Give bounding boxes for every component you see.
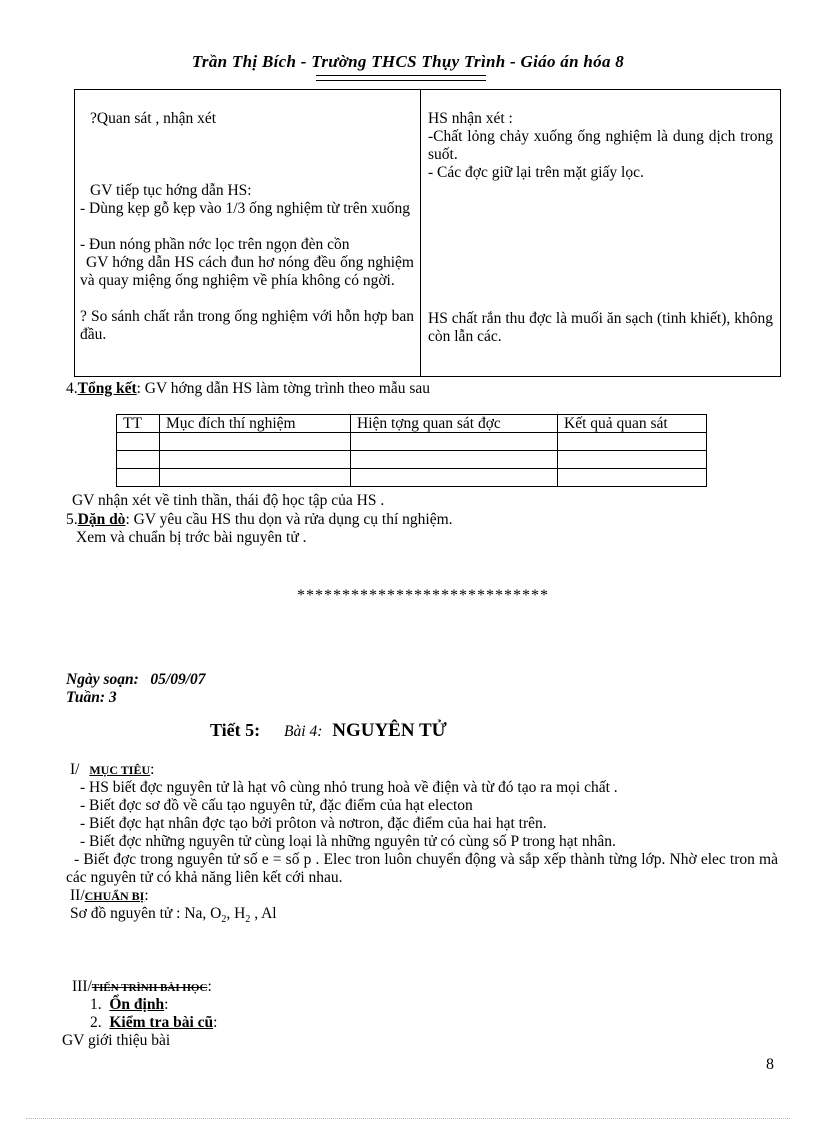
process-item-1-label: Ổn định (109, 996, 165, 1013)
col-phenomenon: Hiện tợng quan sát đợc (351, 415, 558, 433)
section-homework-num: 5. (66, 511, 78, 528)
question-observe: ?Quan sát , nhận xét (90, 110, 217, 127)
week: Tuần: 3 (66, 689, 117, 706)
gv-intro-lesson: GV giới thiệu bài (62, 1032, 171, 1049)
section-homework-label: Dặn dò (77, 511, 126, 528)
prep-heading: II/CHUẨN BỊ: (70, 887, 149, 904)
process-item-2: 2. Kiểm tra bài cũ: (90, 1014, 218, 1031)
col-tt: TT (117, 415, 160, 433)
section-homework (66, 511, 453, 529)
step-clamp: - Dùng kẹp gỗ kẹp vào 1/3 ống nghiệm từ trên xuống (80, 200, 410, 217)
col-result: Kết quả quan sát (558, 415, 707, 433)
section-summary-num: 4. (66, 380, 78, 397)
objectives-title: MỤC TIÊU (89, 763, 151, 777)
section-summary-text: : GV hớng dẫn HS làm tờng trình theo mẫu sau (136, 380, 430, 397)
page-header: Trần Thị Bích - Trường THCS Thụy Trình - Giáo án hóa 8 (191, 52, 625, 71)
process-item-2-label: Kiểm tra bài cũ (109, 1014, 214, 1031)
hs-answer: HS chất rắn thu đợc là muối ăn sạch (tinh khiết), không còn lẫn các. (428, 310, 773, 345)
objectives-prefix: I/ (70, 761, 80, 778)
hs-observe-title: HS nhận xét : (428, 110, 513, 127)
process-title: TIẾN TRÌNH BÀI HỌC (91, 982, 208, 994)
homework-line2: Xem và chuẩn bị trớc bài nguyên tử . (76, 529, 307, 546)
objectives-heading: I/ MỤC TIÊU: (70, 761, 155, 778)
prep-prefix: II/ (70, 887, 85, 904)
objective-5: - Biết đợc trong nguyên tử số e = số p . Elec tron luôn chuyển động và sắp xếp thành từng lớp. Nhờ elec tron mà các nguyên tử có khả năng liên kết cới nhau. (66, 851, 778, 886)
gv-guidance: GV tiếp tục hớng dẫn HS: (90, 182, 252, 199)
lesson-bai: Bài 4: (284, 723, 323, 740)
page-bottom-border (26, 1118, 790, 1119)
process-item-1: 1. Ổn định: (90, 996, 169, 1013)
table-row (117, 451, 707, 469)
hs-observe-1: -Chất lỏng chảy xuống ống nghiệm là dung dịch trong suốt. (428, 128, 773, 163)
prep-date (66, 671, 206, 689)
col-purpose: Mục đích thí nghiệm (160, 415, 351, 433)
teacher-comment: GV nhận xét về tinh thần, thái độ học tập của HS . (72, 492, 385, 509)
process-prefix: III/ (72, 978, 92, 995)
lesson-tiet: Tiết 5: (210, 720, 261, 740)
lesson-name: NGUYÊN TỬ (332, 720, 447, 741)
hs-observe-2: - Các đợc giữ lại trên mặt giấy lọc. (428, 164, 644, 181)
step-heat: - Đun nóng phần nớc lọc trên ngọn đèn cồn (80, 236, 350, 253)
step-guide: GV hớng dẫn HS cách đun hơ nóng đều ống nghiệm và quay miệng ống nghiệm về phía không có ngời. (80, 254, 414, 289)
lesson-table-divider (420, 89, 421, 377)
prep-title: CHUẨN BỊ (84, 889, 145, 903)
question-compare: ? So sánh chất rắn trong ống nghiệm với hỗn hợp ban đầu. (80, 308, 414, 343)
lesson-title (210, 720, 447, 742)
process-heading: III/TIẾN TRÌNH BÀI HỌC: (72, 978, 212, 995)
report-table-header (117, 415, 707, 433)
page-number: 8 (766, 1056, 774, 1073)
section-summary-label: Tổng kết (77, 380, 137, 397)
prep-materials: Sơ đồ nguyên tử : Na, $O_2$, $H_2$ , Al (70, 905, 277, 926)
section-summary (66, 380, 430, 398)
section-homework-text: : GV yêu cầu HS thu dọn và rửa dụng cụ thí nghiệm. (125, 511, 453, 528)
prep-date-label: Ngày soạn: (66, 671, 139, 688)
table-row (117, 469, 707, 487)
objective-4: - Biết đợc những nguyên tử cùng loại là những nguyên tử có cùng số P trong hạt nhân. (80, 833, 616, 850)
objective-2: - Biết đợc sơ đồ về cấu tạo nguyên tử, đặc điểm của hạt electon (80, 797, 473, 814)
objective-3: - Biết đợc hạt nhân đợc tạo bởi prôton và nơtron, đặc điểm của hai hạt trên. (80, 815, 547, 832)
prep-date-value: 05/09/07 (150, 671, 206, 688)
separator-stars: **************************** (297, 587, 549, 604)
report-table (116, 414, 707, 487)
objective-1: - HS biết đợc nguyên tử là hạt vô cùng nhỏ trung hoà về điện và từ đó tạo ra mọi chất . (80, 779, 618, 796)
table-row (117, 433, 707, 451)
header-rule (316, 75, 486, 81)
